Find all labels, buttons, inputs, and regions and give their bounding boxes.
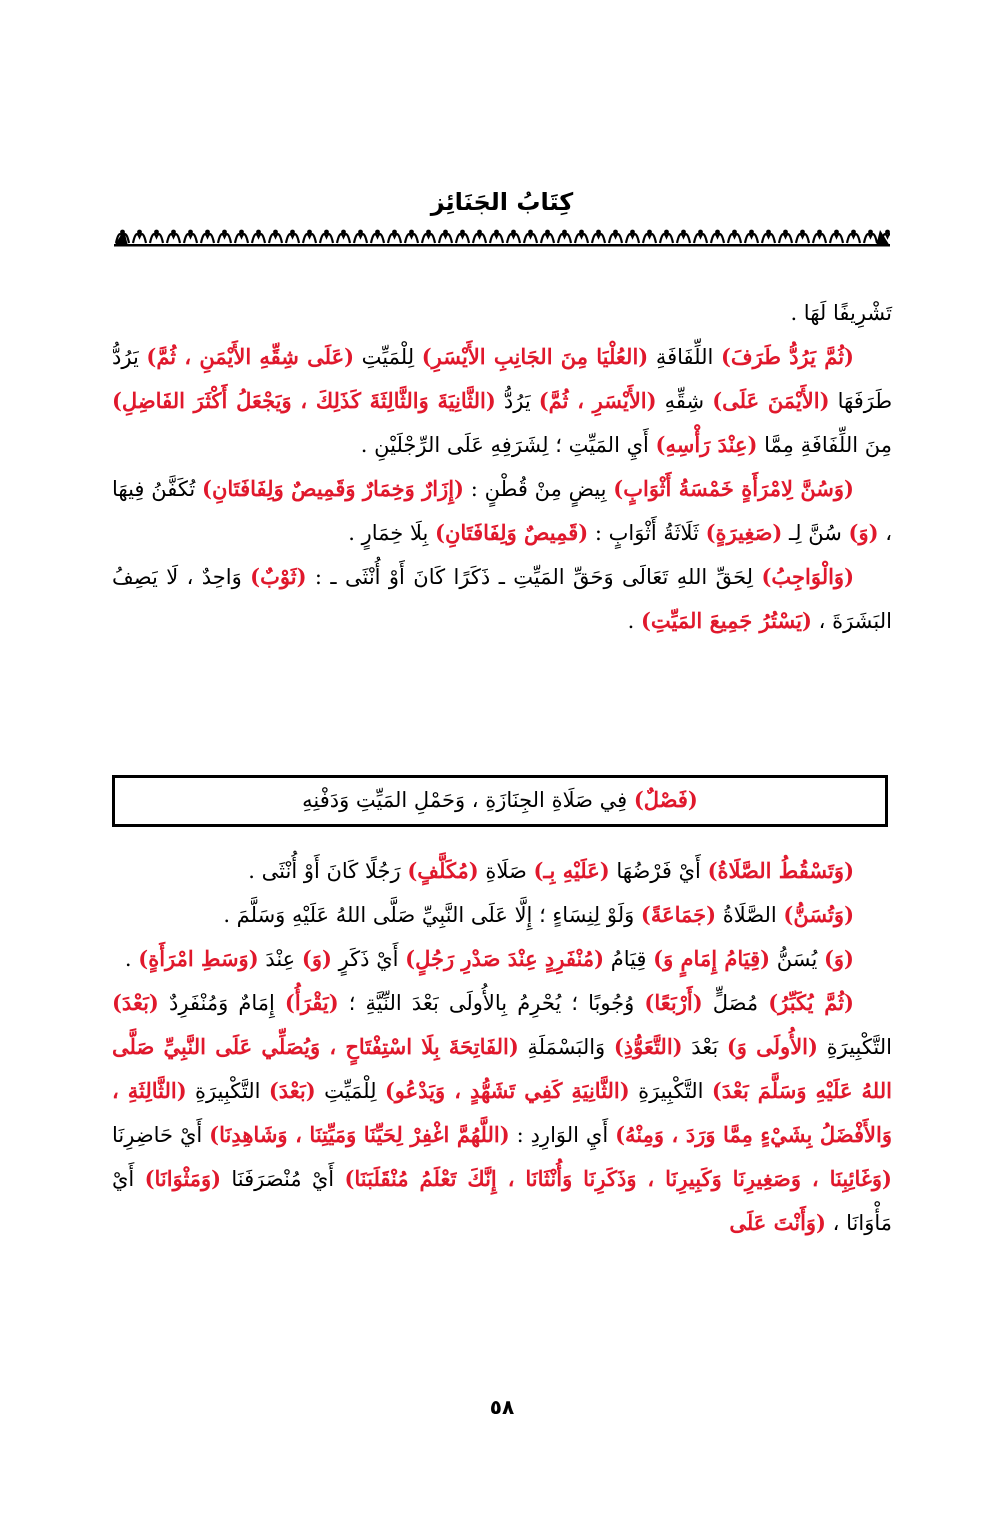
matn-text: (أَرْبَعًا) xyxy=(644,990,703,1015)
matn-text: (مُكَلَّفٍ) xyxy=(407,858,479,883)
matn-text: (وَتَسْقُطُ الصَّلَاةُ) xyxy=(707,858,854,883)
matn-text: (الأَيْسَرِ ، ثُمَّ) xyxy=(538,388,657,413)
paragraph xyxy=(112,981,892,1245)
matn-text: (وَتُسَنُّ) xyxy=(783,902,854,927)
paragraph xyxy=(112,335,892,467)
matn-text: (وَمَثْوَانَا) xyxy=(144,1166,222,1191)
paragraph xyxy=(112,292,892,335)
matn-text: (بَعْدَ) xyxy=(268,1078,316,1103)
matn-text: (وَ) xyxy=(823,946,854,971)
sharh-text: يَرُدُّ xyxy=(495,389,539,413)
paragraph xyxy=(112,555,892,643)
matn-text: (ثَوْبٌ) xyxy=(250,564,307,589)
sharh-text: سُنَّ لِـ xyxy=(782,521,849,545)
ornamental-divider xyxy=(114,226,890,248)
matn-text: (جَمَاعَةً) xyxy=(640,902,717,927)
main-text-block-2 xyxy=(112,849,892,1245)
sharh-text: التَّكْبِيرَةِ xyxy=(186,1079,269,1103)
ornament-border-icon xyxy=(114,226,890,248)
matn-text: (الأُولَى وَ) xyxy=(726,1034,818,1059)
matn-text: (اللَّهُمَّ اغْفِرْ لِحَيِّنَا وَمَيِّتِنَا ، وَشَاهِدِنَا) xyxy=(209,1122,510,1147)
matn-text: (وَسُنَّ لِامْرَأَةٍ خَمْسَةُ أَثْوَابٍ) xyxy=(613,476,854,501)
sharh-text: مِنَ اللِّفَافَةِ مِمَّا xyxy=(757,433,892,457)
sharh-text: لِلْمَيِّتِ xyxy=(354,345,422,369)
sharh-text: . xyxy=(627,609,641,633)
sharh-text: اللِّفَافَةِ xyxy=(648,345,721,369)
sharh-text: أَيْ ذَكَرٍ xyxy=(331,947,406,971)
sharh-text: يُسَنُّ xyxy=(770,947,824,971)
sharh-text: التَّكْبِيرَةِ xyxy=(817,1035,892,1059)
sharh-text: لِلْمَيِّتِ xyxy=(315,1079,385,1103)
sharh-text: التَّكْبِيرَةِ xyxy=(629,1079,712,1103)
matn-text: (الثَّانِيَةِ كَفِي تَشَهُّدٍ ، وَيَدْعُو) xyxy=(384,1078,630,1103)
matn-text: (عَلَيْهِ بِـ) xyxy=(533,858,610,883)
matn-text: (صَغِيرَةٍ) xyxy=(705,520,783,545)
matn-text: (يَقْرَأُ) xyxy=(284,990,339,1015)
sharh-text: عِنْدَ xyxy=(258,947,302,971)
matn-text: (وَسَطِ امْرَأَةٍ) xyxy=(138,946,259,971)
matn-text: (وَالْوَاجِبُ) xyxy=(761,564,854,589)
matn-text: (الثَّالِثَةِ ، وَالأَفْضَلُ بِشَيْءٍ مِمَّا وَرَدَ ، وَمِنْهُ) xyxy=(112,1078,892,1147)
sharh-text: وُجُوبًا ؛ يُحْرِمُ بِالأُولَى بَعْدَ النِّيَّةِ ؛ xyxy=(338,991,645,1015)
matn-text: (وَ) xyxy=(301,946,332,971)
matn-text: (وَأَنْتَ عَلَى xyxy=(729,1210,826,1235)
sharh-text: فِي صَلَاةِ الجِنَازَةِ ، وَحَمْلِ المَيِّتِ وَدَفْنِهِ xyxy=(302,788,634,812)
sharh-text: لِحَقِّ اللهِ تَعَالَى وَحَقِّ المَيِّتِ ـ ذَكَرًا كَانَ أَوْ أُنْثَى ـ : xyxy=(306,565,762,589)
paragraph xyxy=(112,467,892,555)
matn-text: (الأَيْمَنَ عَلَى) xyxy=(712,388,830,413)
sharh-text: مُصَلٍّ xyxy=(702,991,769,1015)
sharh-text: بَعْدَ xyxy=(682,1035,727,1059)
matn-text: (مُنْفَرِدٍ عِنْدَ صَدْرِ رَجُلٍ) xyxy=(405,946,605,971)
sharh-text: شِقِّهِ xyxy=(656,389,713,413)
sharh-text: إِمَامٌ وَمُنْفَرِدٌ xyxy=(158,991,285,1015)
sharh-text: أَيِ الوَارِدِ : xyxy=(509,1123,616,1147)
matn-text: (قِيَامُ إِمَامٍ وَ) xyxy=(653,946,771,971)
page-number: ٥٨ xyxy=(489,1395,515,1419)
sharh-text: أَيِ المَيِّتِ ؛ لِشَرَفِهِ عَلَى الرِّجْلَيْنِ . xyxy=(360,433,656,457)
sharh-text: وَلَوْ لِنِسَاءٍ ؛ إِلَّا عَلَى النَّبِيِّ صَلَّى اللهُ عَلَيْهِ وَسَلَّمَ . xyxy=(223,903,641,927)
sharh-text: أَيْ مُنْصَرَفَنَا xyxy=(221,1167,345,1191)
matn-text: (عَلَى شِقِّهِ الأَيْمَنِ ، ثُمَّ) xyxy=(146,344,355,369)
sharh-text: أَيْ حَاضِرِنَا xyxy=(112,1123,210,1147)
sharh-text: وَاحِدٌ ، لَا يَصِفُ البَشَرَةَ ، xyxy=(112,565,892,633)
main-text-block-1 xyxy=(112,292,892,643)
matn-text: (إِزَارٌ وَخِمَارٌ وَقَمِيصٌ وَلِفَافَتَانِ) xyxy=(202,476,464,501)
sharh-text: . xyxy=(124,947,139,971)
matn-text: (يَسْتُرُ جَمِيعَ المَيِّتِ) xyxy=(641,608,812,633)
paragraph xyxy=(112,937,892,981)
sharh-text: الصَّلَاةُ xyxy=(716,903,784,927)
sharh-text: يَرُدُّ طَرَفَهَا xyxy=(112,345,893,413)
sharh-text: ثَلَاثَةُ أَثْوَابٍ : xyxy=(588,521,706,545)
matn-text: (وَ) xyxy=(848,520,879,545)
section-heading-box xyxy=(112,775,888,827)
sharh-text: بِلَا خِمَارٍ . xyxy=(348,521,436,545)
sharh-text: صَلَاةِ xyxy=(478,859,534,883)
sharh-text: تُكَفَّنُ فِيهَا ، xyxy=(112,477,892,545)
matn-text: (فَصْلٌ) xyxy=(633,787,698,812)
matn-text: (العُلْيَا مِنَ الجَانِبِ الأَيْسَرِ) xyxy=(421,344,649,369)
paragraph xyxy=(112,849,892,893)
matn-text: (التَّعَوُّذِ) xyxy=(613,1034,683,1059)
page-header-title: كِتَابُ الجَنَائِز xyxy=(430,188,574,216)
matn-text: (قَمِيصٌ وَلِفَافَتَانِ) xyxy=(435,520,589,545)
sharh-text: أَيْ فَرْضُهَا xyxy=(609,859,708,883)
matn-text: (ثُمَّ يُكَبِّرُ) xyxy=(768,990,854,1015)
matn-text: (الثَّانِيَةَ وَالثَّالِثَةَ كَذَلِكَ ، وَيَجْعَلُ أَكْثَرَ الفَاضِلِ) xyxy=(112,388,496,413)
matn-text: (ثُمَّ يَرُدُّ طَرَفَ) xyxy=(720,344,854,369)
sharh-text: قِيَامُ xyxy=(604,947,654,971)
matn-text: (وَغَائِبِنَا ، وَصَغِيرِنَا وَكَبِيرِنَا ، وَذَكَرِنَا وَأُنْثَانَا ، إِنَّكَ تَعْلَمُ مُنْقَلَبَنَا) xyxy=(344,1166,892,1191)
sharh-text: بِيضٍ مِنْ قُطْنٍ : xyxy=(464,477,614,501)
sharh-text: أَيْ مَأْوَانَا ، xyxy=(112,1167,892,1235)
matn-text: (بَعْدَ) xyxy=(112,990,159,1015)
sharh-text: تَشْرِيفًا لَهَا . xyxy=(790,301,892,325)
sharh-text: وَالبَسْمَلَةِ xyxy=(518,1035,614,1059)
matn-text: (عِنْدَ رَأْسِهِ) xyxy=(655,432,758,457)
sharh-text: رَجُلًا كَانَ أَوْ أُنْثَى . xyxy=(248,859,408,883)
paragraph xyxy=(112,893,892,937)
matn-text: (الفَاتِحَةَ بِلَا اسْتِفْتَاحٍ ، وَيُصَلِّي عَلَى النَّبِيِّ صَلَّى اللهُ عَلَيْهِ وَسَلَّمَ بَعْدَ) xyxy=(112,1034,892,1103)
